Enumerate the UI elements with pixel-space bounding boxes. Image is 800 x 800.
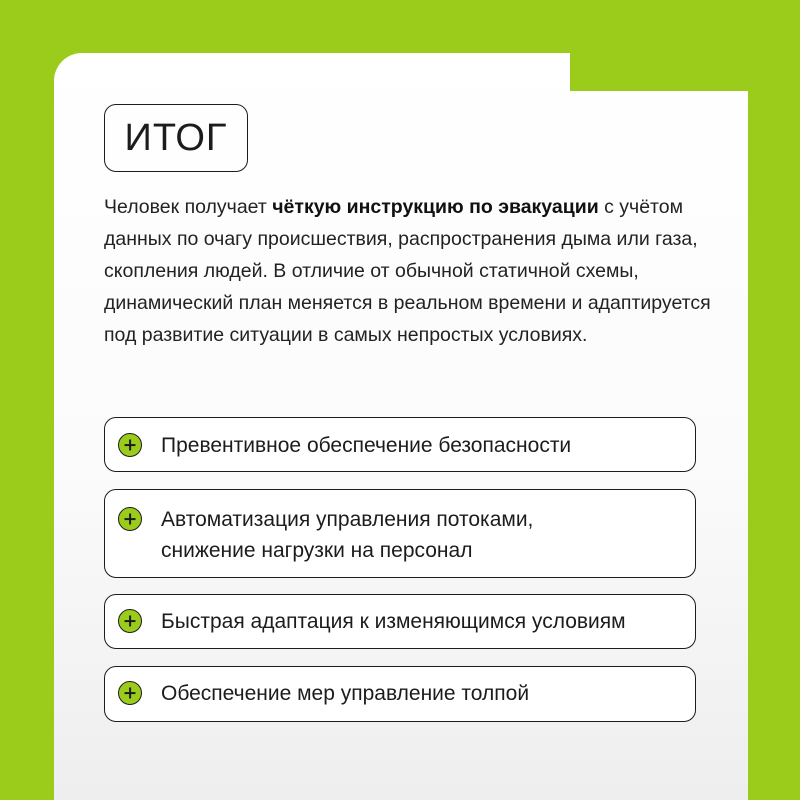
- benefit-item-1: [104, 417, 696, 472]
- benefit-item-3: [104, 594, 696, 649]
- benefit-text: Быстрая адаптация к изменяющимся условиям: [161, 610, 626, 633]
- page-title-text: ИТОГ: [124, 116, 228, 159]
- paragraph-suffix: с учётом данных по очагу происшествия, распространения дыма или газа, скопления людей. В отличие от обычной статичной схемы, динамический план меняется в реальном времени и адаптируется под развитие ситуации в самых непростых условиях.: [104, 196, 711, 346]
- summary-paragraph: [104, 191, 714, 351]
- plus-icon: [118, 433, 142, 457]
- benefit-item-4: [104, 666, 696, 722]
- plus-icon: [118, 507, 142, 531]
- benefit-text-line-2: снижение нагрузки на персонал: [161, 539, 473, 562]
- benefit-text: [161, 504, 533, 566]
- paragraph-bold: чёткую инструкцию по эвакуации: [272, 196, 599, 218]
- plus-icon: [118, 609, 142, 633]
- plus-icon: [118, 681, 142, 705]
- page-title: [104, 104, 248, 172]
- benefit-text-line-1: Автоматизация управления потоками,: [161, 508, 534, 531]
- benefit-text: Обеспечение мер управление толпой: [161, 682, 530, 705]
- benefit-text: Превентивное обеспечение безопасности: [161, 434, 572, 457]
- benefit-item-2: [104, 489, 696, 578]
- paragraph-prefix: Человек получает: [104, 196, 273, 218]
